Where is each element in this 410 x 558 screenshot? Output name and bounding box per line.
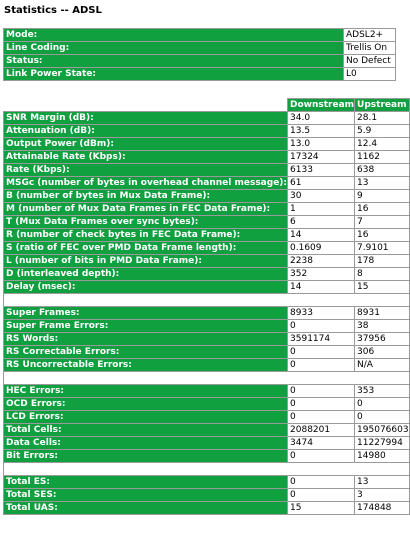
table-row	[4, 333, 410, 346]
upstream-value: 37956	[355, 333, 410, 346]
stat-label: Bit Errors:	[4, 450, 288, 463]
stat-label: M (number of Mux Data Frames in FEC Data Frame):	[4, 203, 288, 216]
upstream-value: 15	[355, 281, 410, 294]
upstream-value: 174848	[355, 502, 410, 515]
downstream-value: 0	[288, 320, 355, 333]
stat-label: B (number of bytes in Mux Data Frame):	[4, 190, 288, 203]
stat-label: S (ratio of FEC over PMD Data Frame length):	[4, 242, 288, 255]
status-value: ADSL2+	[344, 29, 396, 42]
downstream-value: 2238	[288, 255, 355, 268]
stat-label: SNR Margin (dB):	[4, 112, 288, 125]
table-row	[4, 229, 410, 242]
stat-label: Total UAS:	[4, 502, 288, 515]
table-row	[4, 112, 410, 125]
upstream-value: 14980	[355, 450, 410, 463]
table-row	[4, 346, 410, 359]
status-table	[3, 28, 396, 81]
stat-label: Attainable Rate (Kbps):	[4, 151, 288, 164]
line-stats-table	[3, 98, 410, 515]
table-row	[4, 437, 410, 450]
upstream-value: 13	[355, 177, 410, 190]
downstream-value: 6	[288, 216, 355, 229]
upstream-value: N/A	[355, 359, 410, 372]
table-row	[4, 55, 396, 68]
downstream-value: 8933	[288, 307, 355, 320]
stat-label: OCD Errors:	[4, 398, 288, 411]
upstream-value: 12.4	[355, 138, 410, 151]
table-row	[4, 216, 410, 229]
upstream-value: 0	[355, 398, 410, 411]
table-row	[4, 359, 410, 372]
downstream-value: 0	[288, 385, 355, 398]
table-row	[4, 476, 410, 489]
stat-label: RS Words:	[4, 333, 288, 346]
downstream-value: 13.5	[288, 125, 355, 138]
table-row	[4, 42, 396, 55]
column-header-downstream: Downstream	[288, 99, 355, 112]
stat-label: Super Frames:	[4, 307, 288, 320]
downstream-value: 13.0	[288, 138, 355, 151]
stat-label: D (interleaved depth):	[4, 268, 288, 281]
upstream-value: 8	[355, 268, 410, 281]
downstream-value: 61	[288, 177, 355, 190]
stat-label: RS Correctable Errors:	[4, 346, 288, 359]
downstream-value: 0.1609	[288, 242, 355, 255]
status-value: Trellis On	[344, 42, 396, 55]
downstream-value: 14	[288, 281, 355, 294]
downstream-value: 15	[288, 502, 355, 515]
table-row	[4, 502, 410, 515]
stat-label: Output Power (dBm):	[4, 138, 288, 151]
downstream-value: 0	[288, 450, 355, 463]
stat-label: LCD Errors:	[4, 411, 288, 424]
downstream-value: 3474	[288, 437, 355, 450]
downstream-value: 1	[288, 203, 355, 216]
stat-label: RS Uncorrectable Errors:	[4, 359, 288, 372]
upstream-value: 178	[355, 255, 410, 268]
table-row	[4, 411, 410, 424]
table-row	[4, 450, 410, 463]
downstream-value: 0	[288, 489, 355, 502]
upstream-value: 16	[355, 229, 410, 242]
table-row	[4, 29, 396, 42]
table-row	[4, 398, 410, 411]
stat-label: Data Cells:	[4, 437, 288, 450]
stat-label: Delay (msec):	[4, 281, 288, 294]
section-spacer	[4, 463, 410, 476]
stat-label: MSGc (number of bytes in overhead channel message):	[4, 177, 288, 190]
table-row	[4, 151, 410, 164]
table-row	[4, 268, 410, 281]
table-row	[4, 164, 410, 177]
downstream-value: 352	[288, 268, 355, 281]
stat-label: Total SES:	[4, 489, 288, 502]
upstream-value: 5.9	[355, 125, 410, 138]
section-spacer	[4, 294, 410, 307]
status-label: Line Coding:	[4, 42, 344, 55]
upstream-value: 0	[355, 411, 410, 424]
upstream-value: 7.9101	[355, 242, 410, 255]
table-row	[4, 138, 410, 151]
upstream-value: 11227994	[355, 437, 410, 450]
stat-label: R (number of check bytes in FEC Data Frame):	[4, 229, 288, 242]
status-label: Status:	[4, 55, 344, 68]
stat-label: Rate (Kbps):	[4, 164, 288, 177]
upstream-value: 638	[355, 164, 410, 177]
downstream-value: 6133	[288, 164, 355, 177]
stat-label: L (number of bits in PMD Data Frame):	[4, 255, 288, 268]
table-row	[4, 424, 410, 437]
upstream-value: 195076603	[355, 424, 410, 437]
stat-label: T (Mux Data Frames over sync bytes):	[4, 216, 288, 229]
status-value: L0	[344, 68, 396, 81]
status-value: No Defect	[344, 55, 396, 68]
header-spacer	[4, 99, 288, 112]
table-header-row	[4, 99, 410, 112]
section-spacer	[4, 372, 410, 385]
upstream-value: 28.1	[355, 112, 410, 125]
downstream-value: 0	[288, 346, 355, 359]
table-row	[4, 177, 410, 190]
stat-label: Total Cells:	[4, 424, 288, 437]
upstream-value: 306	[355, 346, 410, 359]
downstream-value: 34.0	[288, 112, 355, 125]
stat-label: HEC Errors:	[4, 385, 288, 398]
stat-label: Super Frame Errors:	[4, 320, 288, 333]
downstream-value: 2088201	[288, 424, 355, 437]
downstream-value: 14	[288, 229, 355, 242]
downstream-value: 30	[288, 190, 355, 203]
upstream-value: 38	[355, 320, 410, 333]
table-row	[4, 307, 410, 320]
downstream-value: 0	[288, 411, 355, 424]
table-row	[4, 385, 410, 398]
upstream-value: 16	[355, 203, 410, 216]
page-title: Statistics -- ADSL	[4, 5, 102, 16]
downstream-value: 0	[288, 476, 355, 489]
stat-label: Attenuation (dB):	[4, 125, 288, 138]
table-row	[4, 489, 410, 502]
upstream-value: 8931	[355, 307, 410, 320]
table-row	[4, 242, 410, 255]
status-label: Link Power State:	[4, 68, 344, 81]
upstream-value: 13	[355, 476, 410, 489]
upstream-value: 1162	[355, 151, 410, 164]
upstream-value: 3	[355, 489, 410, 502]
stat-label: Total ES:	[4, 476, 288, 489]
table-row	[4, 320, 410, 333]
column-header-upstream: Upstream	[355, 99, 410, 112]
table-row	[4, 125, 410, 138]
table-row	[4, 281, 410, 294]
table-row	[4, 255, 410, 268]
upstream-value: 9	[355, 190, 410, 203]
downstream-value: 0	[288, 398, 355, 411]
downstream-value: 3591174	[288, 333, 355, 346]
upstream-value: 7	[355, 216, 410, 229]
table-row	[4, 68, 396, 81]
downstream-value: 17324	[288, 151, 355, 164]
table-row	[4, 203, 410, 216]
table-row	[4, 190, 410, 203]
upstream-value: 353	[355, 385, 410, 398]
downstream-value: 0	[288, 359, 355, 372]
status-label: Mode:	[4, 29, 344, 42]
